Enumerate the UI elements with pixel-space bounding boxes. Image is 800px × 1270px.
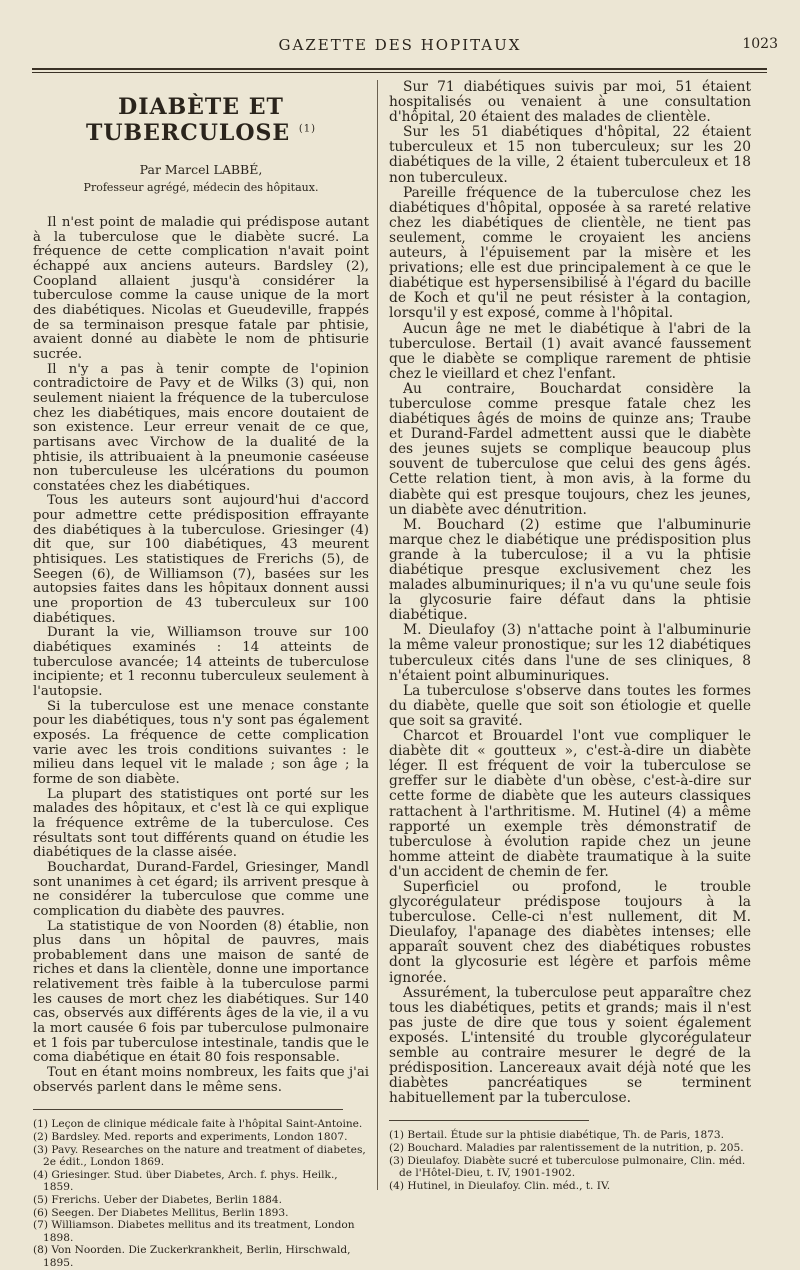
right-column xyxy=(389,80,751,1192)
paragraph: M. Dieulafoy (3) n'attache point à l'albuminurie la même valeur pronostique; sur les 12 diabétiques tuberculeux cités dans l'une de ses cliniques, 8 n'étaient point albuminuriques. xyxy=(389,622,751,684)
footnote: (1) Leçon de clinique médicale faite à l'hôpital Saint-Antoine. xyxy=(33,1118,363,1131)
paragraph: Sur les 51 diabétiques d'hôpital, 22 étaient tuberculeux et 15 non tuberculeux; sur les 20 diabétiques de la ville, 2 étaient tuberculeux et 18 non tuberculeux. xyxy=(389,124,751,186)
paragraph: Pareille fréquence de la tuberculose chez les diabétiques d'hôpital, opposée à sa rareté relative chez les diabétiques de clientèle, ne tient pas seulement, comme le croyaient les anciens auteurs, à l'épuisement par la misère et les privations; elle est due principalement à ce que le diabétique est hypersensibilisé à l'égard du bacille de Koch et qu'il ne peut résister à la contagion, lorsqu'il y est exposé, comme à l'hôpital. xyxy=(389,184,751,322)
paragraph: Aucun âge ne met le diabétique à l'abri de la tuberculose. Bertail (1) avait avancé faussement que le diabète se complique rarement de phtisie chez le vieillard et chez l'enfant. xyxy=(389,320,751,382)
paragraph: Bouchardat, Durand-Fardel, Griesinger, Mandl sont unanimes à cet égard; ils arrivent presque à ne considérer la tuberculose que comme une complication du diabète des pauvres. xyxy=(33,859,369,919)
article-title-text: DIABÈTE ET TUBERCULOSE xyxy=(85,94,291,146)
column-divider xyxy=(377,80,378,1190)
paragraph: La tuberculose s'observe dans toutes les formes du diabète, quelle que soit son étiologie et quelle que soit sa gravité. xyxy=(389,682,751,729)
header-double-rule xyxy=(32,68,767,73)
footnote: (8) Von Noorden. Die Zuckerkrankheit, Berlin, Hirschwald, 1895. xyxy=(33,1244,351,1269)
paragraph: La plupart des statistiques ont porté sur les malades des hôpitaux, et c'est là ce qui explique la fréquence extrême de la tuberculose. Ces résultats sont tout différents quand on étudie les diabétiques de la classe aisée. xyxy=(33,786,369,861)
footnote: (5) Frerichs. Ueber der Diabetes, Berlin 1884. xyxy=(33,1193,282,1206)
left-body-text xyxy=(33,216,369,1095)
footnote: (4) Griesinger. Stud. über Diabetes, Arch. f. phys. Heilk., 1859. xyxy=(33,1168,338,1194)
byline: Par Marcel LABBÉ, xyxy=(139,162,263,177)
footnote-rule xyxy=(389,1120,589,1121)
paragraph: M. Bouchard (2) estime que l'albuminurie marque chez le diabétique une prédisposition plus grande à la tuberculose; il a vu la phtisie diabétique presque exclusivement chez les malades albuminuriques; il n'a vu qu'une seule fois la glycosurie faire défaut dans la phtisie diabétique. xyxy=(389,516,751,624)
right-footnotes xyxy=(389,1129,751,1192)
paragraph: Si la tuberculose est une menace constante pour les diabétiques, tous n'y sont pas également exposés. La fréquence de cette complication varie avec les trois conditions suivantes : le milieu dans lequel vit le malade ; son âge ; la forme de son diabète. xyxy=(33,698,369,787)
paragraph: Tout en étant moins nombreux, les faits que j'ai observés parlent dans le même sens. xyxy=(33,1065,369,1095)
footnote: (3) Pavy. Researches on the nature and treatment of diabetes, 2e édit., London 1869. xyxy=(33,1143,366,1169)
paragraph: Tous les auteurs sont aujourd'hui d'accord pour admettre cette prédisposition effrayante des diabétiques à la tuberculose. Griesinger (4) dit que, sur 100 diabétiques, 43 meurent phtisiques. Les statistiques de Frerichs (5), de Seegen (6), de Williamson (7), basées sur les autopsies faites dans les hôpitaux donnent aussi une proportion de 43 tuberculeux sur 100 diabétiques. xyxy=(33,493,369,626)
paragraph: Au contraire, Bouchardat considère la tuberculose comme presque fatale chez les diabétiques âgés de moins de quinze ans; Traube et Durand-Fardel admettent aussi que le diabète des jeunes sujets se complique beaucoup plus souvent de tuberculose que celui des gens âgés. Cette relation tient, à mon avis, à la forme du diabète qui est presque toujours, chez les jeunes, un diabète avec dénutrition. xyxy=(389,380,751,518)
article-title xyxy=(33,94,369,146)
right-body-text xyxy=(389,80,751,1106)
footnote: (2) Bouchard. Maladies par ralentissement de la nutrition, p. 205. xyxy=(389,1141,744,1154)
paragraph: Il n'est point de maladie qui prédispose autant à la tuberculose que le diabète sucré. La fréquence de cette complication n'avait point échappé aux anciens auteurs. Bardsley (2), Coopland allaient jusqu'à considérer la tuberculose comme la cause unique de la mort des diabétiques. Nicolas et Gueudeville, frappés de sa terminaison presque fatale par phtisie, avaient donné au diabète le nom de phtisurie sucrée. xyxy=(33,215,369,362)
footnote: (3) Dieulafoy. Diabète sucré et tuberculose pulmonaire, Clin. méd. de l'Hôtel-Dieu, t. IV, 1901-1902. xyxy=(389,1154,746,1180)
page-number: 1023 xyxy=(742,36,778,52)
paragraph: Sur 71 diabétiques suivis par moi, 51 étaient hospitalisés ou venaient à une consultation d'hôpital, 20 étaient des malades de clientèle. xyxy=(389,79,751,126)
running-title: GAZETTE DES HOPITAUX xyxy=(278,36,522,54)
paragraph: La statistique de von Noorden (8) établie, non plus dans un hôpital de pauvres, mais probablement dans une maison de santé de riches et dans la clientèle, donne une importance relativement très faible à la tuberculose parmi les causes de mort chez les diabétiques. Sur 140 cas, observés aux différents âges de la vie, il a vu la mort causée 6 fois par tuberculose pulmonaire et 1 fois par tuberculose intestinale, tandis que le coma diabétique en était 80 fois responsable. xyxy=(33,918,369,1066)
left-footnotes xyxy=(33,1118,369,1269)
footnote: (1) Bertail. Étude sur la phtisie diabétique, Th. de Paris, 1873. xyxy=(389,1129,725,1142)
paragraph: Superficiel ou profond, le trouble glycorégulateur prédispose toujours à la tuberculose. Celle-ci n'est nullement, dit M. Dieulafoy, l'apanage des diabètes intenses; elle apparaît souvent chez des diabétiques robustes dont la glycosurie est légère et parfois même ignorée. xyxy=(389,878,751,986)
paragraph: Charcot et Brouardel l'ont vue compliquer le diabète dit « goutteux », c'est-à-dire un diabète léger. Il est fréquent de voir la tuberculose se greffer sur le diabète d'un obèse, c'est-à-dire sur cette forme de diabète que les auteurs classiques rattachent à l'arthritisme. M. Hutinel (4) a même rapporté un exemple très démonstratif de tuberculose à évolution rapide chez un jeune homme atteint de diabète traumatique à la suite d'un accident de chemin de fer. xyxy=(389,728,751,880)
footnote: (2) Bardsley. Med. reports and experiments, London 1807. xyxy=(33,1130,348,1143)
author-affiliation: Professeur agrégé, médecin des hôpitaux. xyxy=(83,181,319,194)
paragraph: Durant la vie, Williamson trouve sur 100 diabétiques examinés : 14 atteints de tuberculose avancée; 14 atteints de tuberculose incipiente; et 1 reconnu tuberculeux seulement à l'autopsie. xyxy=(33,625,369,699)
footnote: (4) Hutinel, in Dieulafoy. Clin. méd., t. IV. xyxy=(389,1179,611,1192)
footnote-rule xyxy=(33,1109,343,1110)
paragraph: Assurément, la tuberculose peut apparaître chez tous les diabétiques, petits et grands; mais il n'est pas juste de dire que tous y soient également exposés. L'intensité du trouble glycorégulateur semble au contraire mesurer le degré de la prédisposition. Lancereaux avait déjà noté que les diabètes pancréatiques se terminent habituellement par la tuberculose. xyxy=(389,984,751,1107)
left-column xyxy=(33,80,369,1270)
paragraph: Il n'y a pas à tenir compte de l'opinion contradictoire de Pavy et de Wilks (3) qui, non seulement niaient la fréquence de la tuberculose chez les diabétiques, mais encore doutaient de son existence. Leur erreur venait de ce que, partisans avec Virchow de la dualité de la phtisie, ils attribuaient à la pneumonie caséeuse non tuberculeuse les ulcérations du poumon constatées chez les diabétiques. xyxy=(33,361,369,494)
title-footnote-ref: (1) xyxy=(298,123,317,135)
footnote: (7) Williamson. Diabetes mellitus and its treatment, London 1898. xyxy=(33,1219,355,1244)
footnote: (6) Seegen. Der Diabetes Mellitus, Berlin 1893. xyxy=(33,1206,289,1219)
